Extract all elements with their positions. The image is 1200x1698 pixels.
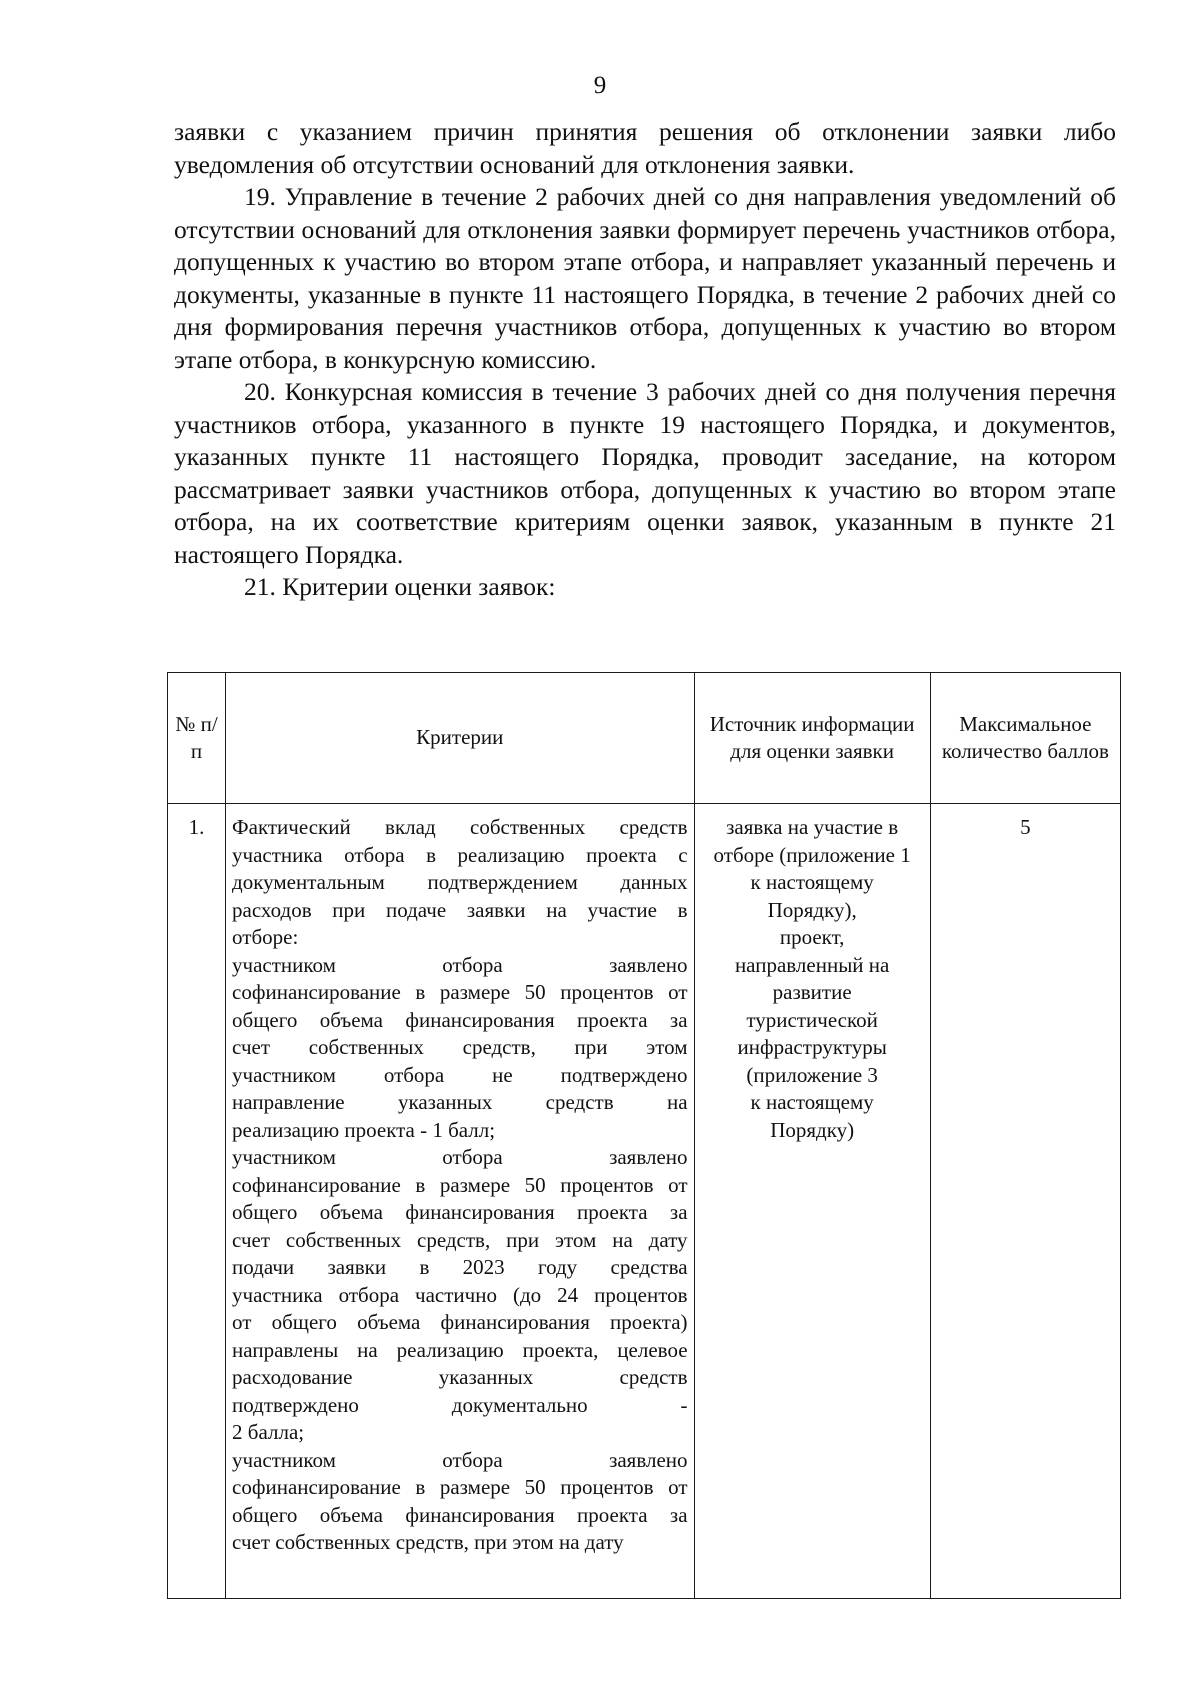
header-num: № п/п (168, 673, 226, 804)
criteria-line: отборе: (232, 925, 299, 949)
max-score: 5 (930, 804, 1120, 1599)
criteria-line: счет собственных средств, при этом на дату (232, 1530, 624, 1554)
table-header-row (168, 673, 1121, 804)
source-line: проект, (779, 925, 845, 949)
source-line: инфраструктуры (737, 1035, 887, 1059)
header-source: Источник информации для оценки заявки (694, 673, 930, 804)
criteria-text (226, 804, 694, 1599)
source-line: туристической (746, 1007, 878, 1032)
criteria-line: общего объема финансирования проекта за (232, 1007, 688, 1032)
criteria-line: участником отбора заявлено (232, 952, 688, 977)
criteria-line: счет собственных средств, при этом на дату (232, 1227, 688, 1252)
criteria-line: участника отбора частично (до 24 процентов (232, 1282, 688, 1307)
source-line: к настоящему (750, 1090, 874, 1114)
source-line: Порядку) (770, 1117, 855, 1142)
criteria-line: 2 балла; (232, 1420, 305, 1444)
criteria-line: участником отбора заявлено (232, 1145, 688, 1169)
criteria-line: подтверждено документально - (232, 1392, 688, 1417)
criteria-line: софинансирование в размере 50 процентов от (232, 980, 688, 1004)
header-criteria: Критерии (226, 673, 694, 804)
source-line: развитие (772, 980, 852, 1004)
criteria-line: софинансирование в размере 50 процентов от (232, 1475, 688, 1499)
criteria-line: участником отбора заявлено (232, 1447, 688, 1472)
source-line: заявка на участие в (726, 815, 899, 839)
source-line: направленный на (734, 952, 890, 977)
table-row (168, 804, 1121, 1599)
paragraph-20: 20. Конкурсная комиссия в течение 3 рабочих дней со дня получения перечня участников отбора, указанного в пункте 19 настоящего Порядка, и документов, указанных пункте 11 настоящего Порядка, проводит заседание, на котором рассматривает заявки участников отбора, допущенных к участию во втором этапе отбора, на их соответствие критериям оценки заявок, указанным в пункте 21 настоящего Порядка. (174, 377, 1116, 569)
criteria-line: расходование указанных средств (232, 1365, 688, 1389)
criteria-line: расходов при подаче заявки на участие в (232, 897, 688, 922)
criteria-line: софинансирование в размере 50 процентов от (232, 1172, 688, 1197)
header-max-score: Максимальное количество баллов (930, 673, 1120, 804)
criteria-table (167, 672, 1121, 1599)
paragraph-19: 19. Управление в течение 2 рабочих дней со дня направления уведомлений об отсутствии оснований для отклонения заявки формирует перечень участников отбора, допущенных к участию во втором этапе отбора, и направляет указанный перечень и документы, указанные в пункте 11 настоящего Порядка, в течение 2 рабочих дней со дня формирования перечня участников отбора, допущенных к участию во втором этапе отбора, в конкурсную комиссию. (174, 182, 1116, 374)
criteria-line: участником отбора не подтверждено (232, 1062, 688, 1087)
criteria-line: Фактический вклад собственных средств (232, 815, 688, 839)
criteria-line: направление указанных средств на (232, 1090, 688, 1114)
paragraph-continuation: заявки с указанием причин принятия решения об отклонении заявки либо уведомления об отсутствии оснований для отклонения заявки. (174, 117, 1116, 179)
criteria-line: участника отбора в реализацию проекта с (232, 842, 688, 867)
criteria-line: направлены на реализацию проекта, целевое (232, 1337, 688, 1362)
criteria-line: подачи заявки в 2023 году средства (232, 1255, 688, 1279)
source-text (694, 804, 930, 1599)
criteria-line: общего объема финансирования проекта за (232, 1200, 688, 1224)
source-line: отборе (приложение 1 (713, 842, 911, 867)
source-line: Порядку), (767, 897, 857, 922)
document-body (174, 116, 1116, 604)
criteria-line: документальным подтверждением данных (232, 870, 688, 894)
page-number: 9 (593, 72, 607, 99)
row-number: 1. (168, 804, 226, 1599)
source-line: (приложение 3 (746, 1062, 878, 1087)
criteria-line: от общего объема финансирования проекта) (232, 1310, 688, 1334)
source-line: к настоящему (750, 870, 874, 894)
criteria-line: общего объема финансирования проекта за (232, 1502, 688, 1527)
criteria-line: реализацию проекта - 1 балл; (232, 1117, 496, 1142)
paragraph-21: 21. Критерии оценки заявок: (244, 572, 556, 601)
criteria-line: счет собственных средств, при этом (232, 1035, 688, 1059)
